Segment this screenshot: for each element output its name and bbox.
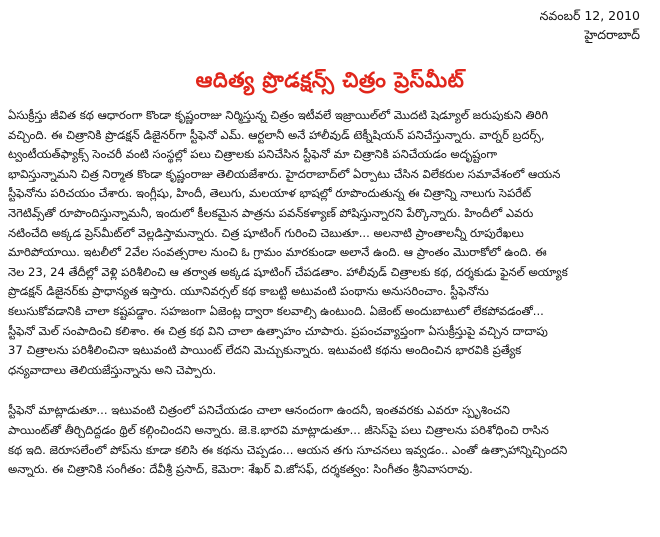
paragraph-line: స్టీఫెనోను పరిచయం చేశారు. ఇంగ్లీషు, హిందీ, తెలుగు, మలయాళ భాషల్లో రూపొందుతున్న ఈ చిత్రాన్ని నాలుగు సెపరేట్	[8, 186, 532, 201]
paragraph-line: కలుసుకోవడానికి చాలా కష్టపడ్డాం. సహజంగా ఏజెంట్ల ద్వారా కలవాల్సి ఉంటుంది. ఏజెంట్ అందుబాటులో లేకపోవడంతో...	[8, 303, 544, 318]
paragraph-line: ప్రొడక్షన్ డిజైనర్‌కు ప్రాధాన్యత ఇస్తారు. యూనివర్సల్ కథ కాబట్టి అటువంటి పంథాను అనుసరించాం. స్టీఫెనోను	[8, 284, 489, 299]
release-place: హైదరాబాద్	[584, 27, 640, 42]
paragraph-line: నెల 23, 24 తేదీల్లో వెళ్లి పరిశీలించి ఆ తర్వాత అక్కడ షూటింగ్ చేపడతాం. హాలీవుడ్ చిత్రాలకు కథ, దర్శకుడు ఫైనల్ అయ్యాక	[8, 264, 568, 279]
paragraph-line: స్టీఫెనో మెల్ సంపాదించి కలిశాం. ఈ చిత్ర కథ విని చాలా ఉత్సాహం చూపారు. ప్రపంచవ్యాప్తంగా ఏసుక్రీస్తుపై వచ్చిన దాదాపు	[8, 323, 548, 338]
paragraph-line: నటించేది అక్కడ ప్రెస్‌మీట్‌లో వెల్లడిస్తామన్నారు. చిత్ర షూటింగ్ గురించి చెబుతూ... అలనాటి ప్రాంతాలన్నీ రూపురేఖలు	[8, 225, 524, 240]
paragraph-line: పాయింట్‌తో తీర్చిదిద్దడం థ్రిల్ కల్గించిందని అన్నారు. జె.కె.భారవి మాట్లాడుతూ... జీసెస్‌పై పలు చిత్రాలను పరిశోధించి రాసిన	[8, 422, 549, 437]
paragraph-line: ట్వంటీయత్‌ఫ్యాక్స్ సెంచరీ వంటి సంస్థల్లో పలు చిత్రాలకు పనిచేసిన స్టీఫెనో మా చిత్రానికి పనిచేయడం అదృష్టంగా	[8, 147, 497, 162]
paragraph-line: స్టీఫెనో మాట్లాడుతూ... ఇటువంటి చిత్రంలో పనిచేయడం చాలా ఆనందంగా ఉందనీ, ఇంతవరకు ఎవరూ స్పృశించని	[8, 403, 510, 418]
paragraph-line: మారిపోయాయి. ఇటలీలో 2వేల సంవత్సరాల నుంచి ఓ గ్రామం మారకుండా అలానే ఉంది. ఆ ప్రాంతం మొరాకోలో ఉంది. ఈ	[8, 245, 547, 260]
paragraph-line: నెగెటివ్స్‌తో రూపొందిస్తున్నామనీ, ఇందులో కీలకమైన పాత్రను పవన్‌కళ్యాణ్ పోషిస్తున్నారని పేర్కొన్నారు. హిందీలో ఎవరు	[8, 205, 534, 220]
article-paragraph-1	[8, 106, 652, 380]
paragraph-line: ఏసుక్రీస్తు జీవిత కథ ఆధారంగా కొండా కృష్ణంరాజు నిర్మిస్తున్న చిత్రం ఇటీవలే ఇజ్రాయిల్‌లో మొదటి షెడ్యూల్ జరుపుకుని తిరిగి	[8, 108, 549, 122]
dateline	[8, 6, 652, 44]
paragraph-line: అన్నారు. ఈ చిత్రానికి సంగీతం: దేవీశ్రీ ప్రసాద్, కెమెరా: శేఖర్ వి.జోసఫ్, దర్శకత్వం: సింగీతం శ్రీనివాసరావు.	[8, 462, 473, 477]
paragraph-line: కథ ఇది. జెరూసలేంలో పోప్‌ను కూడా కలిసి ఈ కథను చెప్పడం... ఆయన తగు సూచనలు ఇవ్వడం.. ఎంతో ఉత్సాహాన్నిచ్చిందని	[8, 442, 568, 457]
paragraph-line: వచ్చింది. ఈ చిత్రానికి ప్రొడక్షన్ డిజైనర్‌గా స్టీఫెనో ఎమ్. ఆర్టలానీ అనే హాలీవుడ్ టెక్నీషియన్ పనిచేస్తున్నారు. వార్నర్ బ్రదర్స్,	[8, 127, 545, 142]
release-date: నవంబర్ 12, 2010	[539, 8, 640, 23]
article-paragraph-2	[8, 401, 652, 479]
paragraph-line: ధన్యవాదాలు తెలియజేస్తున్నాను అని చెప్పారు.	[8, 362, 217, 377]
paragraph-line: 37 చిత్రాలను పరిశీలించినా ఇటువంటి పాయింట్ లేదని మెచ్చుకున్నారు. ఇటువంటి కథను అందించిన భారవికి ప్రత్యేక	[8, 343, 522, 358]
paragraph-line: భావిస్తున్నామని చిత్ర నిర్మాత కొండా కృష్ణంరాజు తెలియజేశారు. హైదరాబాద్‌లో ఏర్పాటు చేసిన విలేకరుల సమావేశంలో ఆయన	[8, 166, 561, 181]
article-title: ఆదిత్య ప్రొడక్షన్స్ చిత్రం ప్రెస్‌మీట్	[195, 68, 465, 92]
